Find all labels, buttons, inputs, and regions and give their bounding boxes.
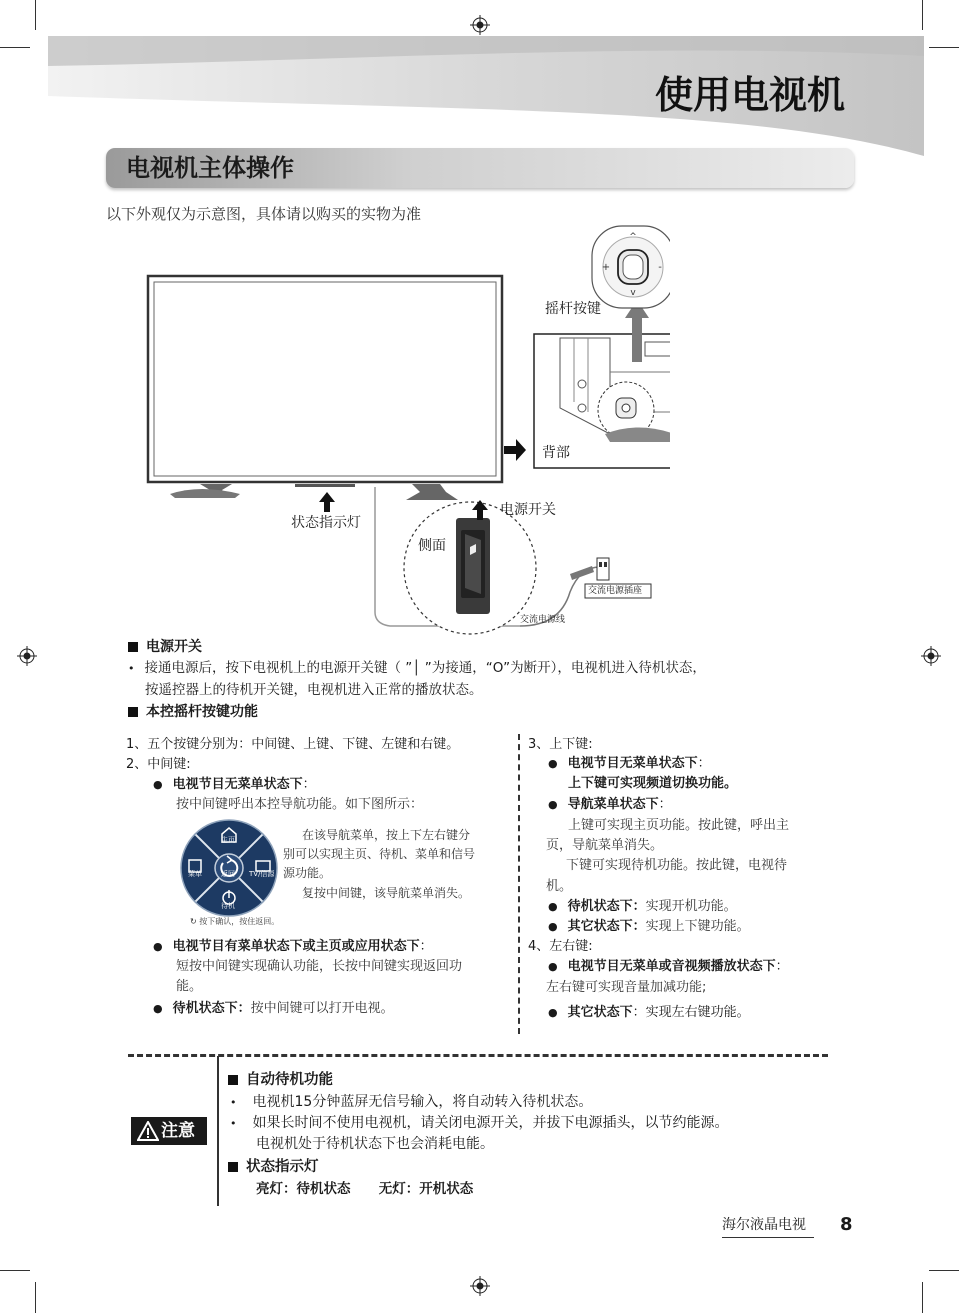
left-bullet-1: ● 电视节目无菜单状态下： (153, 777, 316, 792)
svg-text:v: v (630, 288, 636, 298)
crop-mark (922, 0, 923, 30)
right-bullet-2-text-1: 上键可实现主页功能。按此键，呼出主 (568, 818, 790, 833)
notice-badge (131, 1117, 207, 1145)
item-2: 2、中间键: (126, 757, 191, 772)
menu-menu-label: 菜单 (188, 870, 202, 878)
power-switch-label: 电源开关 (500, 502, 556, 518)
auto-standby-1: • 电视机15分钟蓝屏无信号输入，将自动转入待机状态。 (230, 1094, 593, 1110)
section-title: 电视机主体操作 (126, 154, 294, 182)
right-bullet-3: ● 待机状态下：实现开机功能。 (548, 899, 737, 914)
power-text-1: • 接通电源后，按下电视机上的电源开关键（ ”│ ”为接通，“O”为断开），电视机进入待机状态， (128, 660, 706, 676)
menu-source-label: TV/信源 (249, 870, 275, 878)
crop-mark (0, 47, 30, 48)
footer-underline (722, 1237, 814, 1238)
joystick-heading: 本控摇杆按键功能 (128, 703, 258, 721)
right-bullet-2-text-2: 页，导航菜单消失。 (546, 838, 664, 853)
left-bullet-2-text-2: 能。 (176, 979, 203, 994)
auto-standby-2: • 如果长时间不使用电视机，请关闭电源开关，并拔下电源插头，以节约能源。 (230, 1115, 729, 1131)
menu-home-label: 主页 (221, 836, 235, 844)
side-label: 侧面 (418, 538, 446, 554)
item-3: 3、上下键: (528, 737, 593, 752)
menu-hint: ↻ 按下确认，按住返回。 (190, 917, 280, 926)
crop-mark (929, 47, 959, 48)
notice-vertical-rule (217, 1056, 219, 1206)
crop-mark (922, 1282, 923, 1313)
left-bullet-2: ● 电视节目有菜单状态下或主页或应用状态下： (153, 939, 433, 954)
registration-mark-icon (17, 646, 37, 666)
right-bullet-1-text: 上下键可实现频道切换功能。 (568, 776, 738, 791)
menu-standby-label: 待机 (221, 902, 235, 910)
notice-divider (128, 1054, 828, 1057)
left-bullet-3: ● 待机状态下：按中间键可以打开电视。 (153, 1001, 394, 1016)
outlet-label: 交流电源插座 (588, 586, 643, 596)
tv-diagram (140, 222, 670, 642)
right-bullet-5-text: 左右键可实现音量加减功能; (546, 980, 707, 995)
menu-back-label: 返回 (221, 870, 235, 878)
right-bullet-1: ● 电视节目无菜单状态下： (548, 756, 711, 771)
power-text-2: 按遥控器上的待机开关键，电视机进入正常的播放状态。 (145, 682, 483, 698)
item-4: 4、左右键: (528, 939, 593, 954)
crop-mark (35, 1282, 36, 1313)
registration-mark-icon (470, 15, 490, 35)
svg-text:+: + (601, 262, 611, 273)
left-bullet-1-text: 按中间键呼出本控导航功能。如下图所示： (176, 797, 424, 812)
menu-desc-4: 复按中间键，该导航菜单消失。 (302, 886, 471, 900)
menu-desc-1: 在该导航菜单，按上下左右键分 (302, 828, 471, 842)
right-bullet-6: ● 其它状态下：实现左右键功能。 (548, 1005, 750, 1020)
crop-mark (35, 0, 36, 30)
left-bullet-2-text-1: 短按中间键实现确认功能，长按中间键实现返回功 (176, 959, 463, 974)
crop-mark (929, 1270, 959, 1271)
menu-desc-2: 别可以实现主页、待机、菜单和信号 (283, 847, 476, 861)
crop-mark (0, 1270, 30, 1271)
status-light-line: 亮灯：待机状态 无灯：开机状态 (256, 1181, 474, 1197)
svg-text:-: - (658, 262, 662, 273)
notice-badge-label: 注意 (161, 1121, 195, 1141)
footer-brand: 海尔液晶电视 (722, 1217, 806, 1233)
auto-standby-heading: 自动待机功能 (228, 1071, 333, 1089)
status-light-label: 状态指示灯 (291, 515, 361, 531)
power-heading: 电源开关 (128, 638, 202, 656)
status-light-heading: 状态指示灯 (228, 1158, 319, 1176)
svg-text:^: ^ (629, 232, 637, 242)
auto-standby-3: 电视机处于待机状态下也会消耗电能。 (256, 1136, 494, 1152)
registration-mark-icon (470, 1276, 490, 1296)
right-bullet-2: ● 导航菜单状态下： (548, 797, 672, 812)
registration-mark-icon (921, 646, 941, 666)
back-label: 背部 (542, 445, 570, 461)
item-1: 1、五个按键分别为：中间键、上键、下键、左键和右键。 (126, 737, 460, 752)
right-bullet-2-text-4: 机。 (546, 879, 573, 894)
return-icon: ↻ (190, 917, 200, 926)
column-divider (518, 734, 520, 1034)
page-number: 8 (840, 1214, 853, 1235)
right-bullet-5: ● 电视节目无菜单或音视频播放状态下： (548, 959, 789, 974)
disclaimer-note: 以下外观仅为示意图，具体请以购买的实物为准 (106, 205, 422, 223)
cord-label: 交流电源线 (520, 615, 566, 625)
warning-icon (137, 1121, 159, 1141)
page-title: 使用电视机 (655, 73, 846, 117)
right-bullet-2-text-3: 下键可实现待机功能。按此键，电视待 (566, 858, 788, 873)
joystick-label: 摇杆按键 (545, 301, 601, 317)
menu-desc-3: 源功能。 (283, 866, 332, 880)
right-bullet-4: ● 其它状态下：实现上下键功能。 (548, 919, 750, 934)
